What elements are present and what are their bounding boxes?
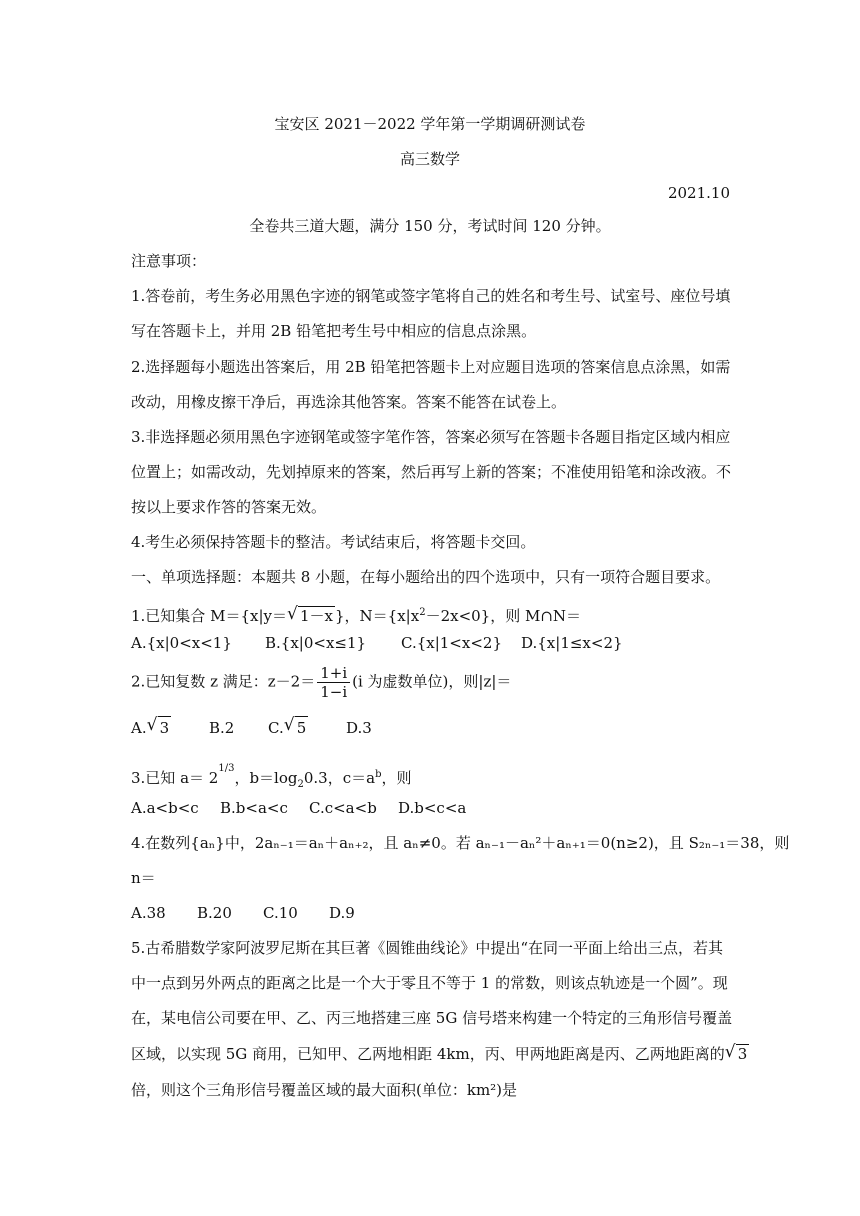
q2-option-d: D.3 <box>346 719 372 737</box>
q1-radicand: 1－x <box>299 607 333 625</box>
notice-item-3a: 3.非选择题必须用黑色字迹钢笔或签字笔作答，答案必须写在答题卡各题目指定区域内相应 <box>131 428 731 446</box>
question-5-line-3: 在，某电信公司要在甲、乙、丙三地搭建三座 5G 信号塔来构建一个特定的三角形信号覆盖 <box>131 1009 733 1027</box>
q2-option-a-label: A. <box>131 719 147 737</box>
question-5-line-2: 中一点到另外两点的距离之比是一个大于零且不等于 1 的常数，则该点轨迹是一个圆”。现 <box>131 974 728 992</box>
q4-option-c: C.10 <box>263 904 298 922</box>
q5-line-4-text: 区域，以实现 5G 商用，已知甲、乙两地相距 4km，丙、甲两地距离是丙、乙两地距离的 <box>131 1045 725 1063</box>
question-3-options <box>131 797 466 819</box>
sqrt-symbol <box>284 716 309 739</box>
notice-item-3c: 按以上要求作答的答案无效。 <box>131 498 327 516</box>
q3-option-a: A.a<b<c <box>131 799 199 817</box>
q1-superscript: 2 <box>419 607 426 618</box>
q3-part1: 3.已知 a＝ 2 <box>131 769 219 787</box>
q2-part1: 2.已知复数 z 满足：z－2＝ <box>131 672 316 691</box>
q3-part2: ，b＝log <box>234 769 298 787</box>
q2-numerator: 1+i <box>317 664 350 683</box>
q1-part1: 1.已知集合 M＝{x|y＝ <box>131 607 287 625</box>
q3-option-c: C.c<a<b <box>309 799 377 817</box>
notice-item-1a: 1.答卷前，考生务必用黑色字迹的钢笔或签字笔将自己的姓名和考生号、试室号、座位号填 <box>131 287 731 305</box>
q1-option-d: D.{x|1≤x<2} <box>521 634 623 652</box>
q4-option-d: D.9 <box>329 904 355 922</box>
notice-item-1b: 写在答题卡上，并用 2B 铅笔把考生号中相应的信息点涂黑。 <box>131 322 537 340</box>
sqrt-symbol <box>147 716 172 739</box>
question-5-line-1: 5.古希腊数学家阿波罗尼斯在其巨著《圆锥曲线论》中提出“在同一平面上给出三点，若其 <box>131 939 723 957</box>
question-1-options <box>131 632 623 654</box>
question-2-options <box>131 716 372 739</box>
q2-option-c <box>268 716 346 739</box>
fraction <box>317 664 350 701</box>
q1-option-c: C.{x|1<x<2} <box>401 634 502 652</box>
exam-summary: 全卷共三道大题，满分 150 分，考试时间 120 分钟。 <box>249 217 611 235</box>
exam-date: 2021.10 <box>667 184 730 202</box>
q2-option-b: B.2 <box>209 719 235 737</box>
question-4-line-1: 4.在数列{aₙ}中，2aₙ₋₁＝aₙ＋aₙ₊₂，且 aₙ≠0。若 aₙ₋₁－aₙ²＋aₙ₊₁＝0(n≥2)，且 S₂ₙ₋₁＝38，则 <box>131 834 790 852</box>
q1-part3: －2x<0}，则 M∩N＝ <box>425 607 582 625</box>
q2-denominator: 1−i <box>320 683 348 701</box>
q3-part3: 0.3，c＝a <box>303 769 376 787</box>
notice-heading: 注意事项： <box>131 252 207 270</box>
q1-option-b: B.{x|0<x≤1} <box>265 634 367 652</box>
notice-item-4: 4.考生必须保持答题卡的整洁。考试结束后，将答题卡交回。 <box>131 533 536 551</box>
q2-part2: (i 为虚数单位)，则|z|＝ <box>352 672 512 691</box>
q4-option-b: B.20 <box>197 904 232 922</box>
notice-item-3b: 位置上；如需改动，先划掉原来的答案，然后再写上新的答案；不准使用铅笔和涂改液。不 <box>131 463 732 481</box>
question-2-stem <box>131 664 511 701</box>
q3-subscript: 2 <box>297 779 304 790</box>
question-4-options <box>131 902 355 924</box>
q3-exponent: 1/3 <box>218 763 235 774</box>
q2-option-c-radicand: 5 <box>295 716 309 739</box>
q2-option-a-radicand: 3 <box>158 716 172 739</box>
q3-superscript: b <box>375 769 382 780</box>
q1-part2: }，N＝{x|x <box>335 607 420 625</box>
question-4-line-2: n＝ <box>131 869 156 887</box>
q3-option-b: B.b<a<c <box>220 799 288 817</box>
sqrt-symbol <box>287 605 335 627</box>
question-5-line-5: 倍，则这个三角形信号覆盖区域的最大面积(单位：km²)是 <box>131 1081 518 1099</box>
exam-title: 宝安区 2021－2022 学年第一学期调研测试卷 <box>274 115 586 133</box>
sqrt-symbol <box>725 1043 750 1065</box>
q4-option-a: A.38 <box>131 904 166 922</box>
q2-option-c-label: C. <box>268 719 284 737</box>
q3-part4: ，则 <box>381 769 412 787</box>
section-heading: 一、单项选择题：本题共 8 小题，在每小题给出的四个选项中，只有一项符合题目要求。 <box>131 568 721 586</box>
q1-option-a: A.{x|0<x<1} <box>131 634 232 652</box>
q2-option-a <box>131 716 209 739</box>
exam-subject: 高三数学 <box>399 150 460 168</box>
q5-radicand: 3 <box>737 1045 748 1063</box>
q3-option-d: D.b<c<a <box>398 799 467 817</box>
question-3-stem <box>131 764 411 796</box>
question-5-line-4 <box>131 1043 749 1065</box>
notice-item-2a: 2.选择题每小题选出答案后，用 2B 铅笔把答题卡上对应题目选项的答案信息点涂黑，如需 <box>131 358 731 376</box>
notice-item-2b: 改动，用橡皮擦干净后，再选涂其他答案。答案不能答在试卷上。 <box>131 393 567 411</box>
question-1-stem <box>131 602 581 627</box>
